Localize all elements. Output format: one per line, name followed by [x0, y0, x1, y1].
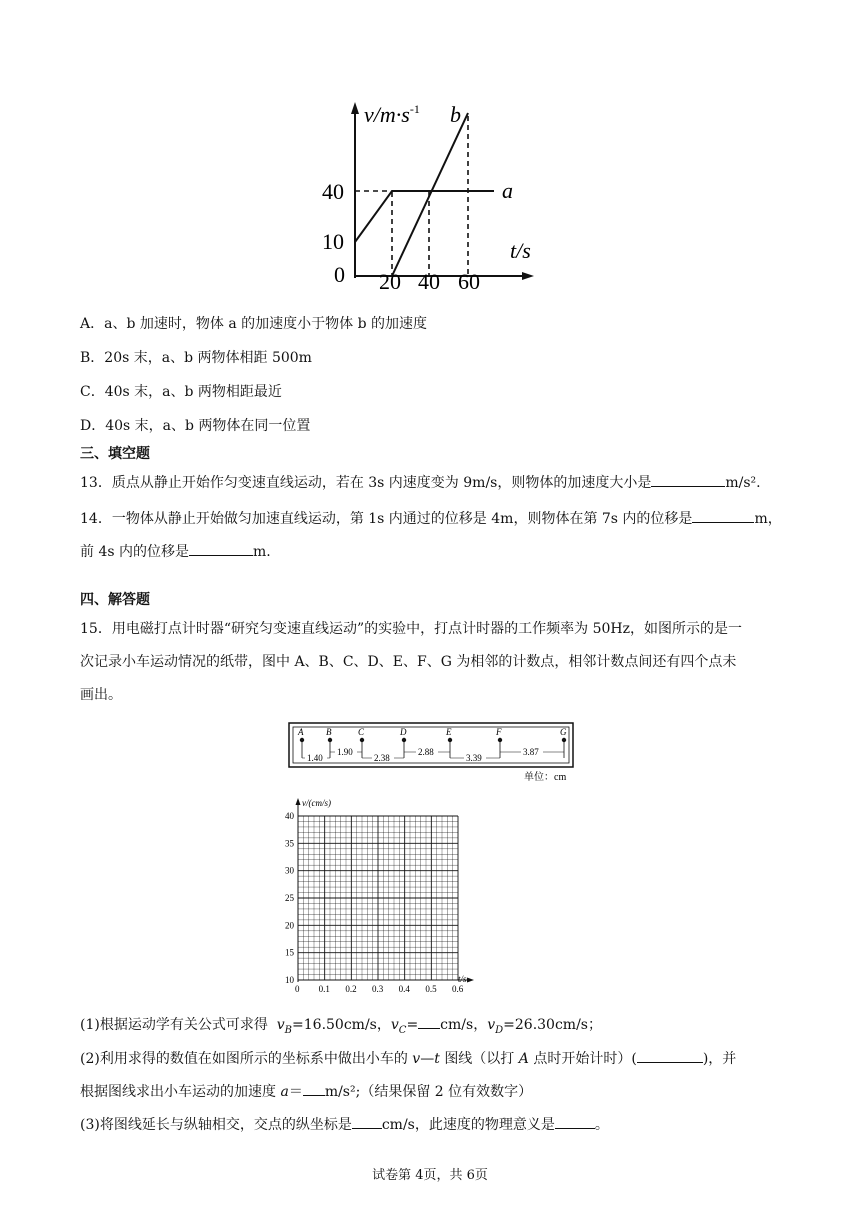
origin-label: 0	[334, 262, 345, 287]
option-c: C．40s 末，a、b 两物相距最近	[80, 384, 282, 400]
tape-point-label: E	[446, 727, 452, 737]
grid-x-tick: 0.3	[372, 984, 384, 994]
question-13	[80, 472, 761, 493]
q14-text: 14．一物体从静止开始做匀加速直线运动，第 1s 内通过的位移是 4m，则物体在第 7s 内的位移是	[80, 511, 693, 527]
label-a: a	[502, 178, 513, 203]
tape-point-label: G	[560, 727, 567, 737]
tape-point-A	[300, 738, 304, 742]
grid-chart	[276, 796, 482, 996]
option-d: D．40s 末，a、b 两物体在同一位置	[80, 418, 311, 434]
question-14-line2	[80, 541, 271, 562]
meaning-answer-blank[interactable]	[555, 1114, 595, 1129]
tape-point-G	[562, 738, 566, 742]
q14-unit-2: m.	[253, 544, 271, 560]
q15-p2-line2-b: m/s²;（结果保留 2 位有效数字）	[324, 1084, 533, 1100]
grid-x-tick: 0.5	[425, 984, 437, 994]
grid-y-tick: 10	[285, 975, 294, 985]
line-a	[355, 191, 494, 242]
q15-part2-line2: 根据图线求出小车运动的加速度 a＝ m/s²;（结果保留 2 位有效数字）	[80, 1081, 532, 1102]
q15-part3	[80, 1114, 609, 1135]
y-tick-10: 10	[322, 229, 344, 254]
q15-p1-vd: =26.30cm/s；	[503, 1017, 602, 1033]
q15-p1-vb: =16.50cm/s，	[292, 1017, 391, 1033]
tape-point-label: C	[358, 727, 365, 737]
x-tick-20: 20	[379, 269, 401, 292]
grid-x-tick: 0.4	[398, 984, 410, 994]
tape-point-label: B	[326, 727, 332, 737]
intercept-answer-blank[interactable]	[352, 1114, 382, 1129]
tape-point-E	[448, 738, 452, 742]
q14-unit-1: m，	[754, 511, 782, 527]
tape-distance: 2.88	[418, 747, 434, 757]
y-tick-40: 40	[322, 179, 344, 204]
vt-graph	[318, 96, 548, 292]
q15-p3-a: (3)将图线延长与纵轴相交，交点的纵坐标是	[80, 1117, 352, 1133]
q14-text-2: 前 4s 内的位移是	[80, 544, 189, 560]
grid-y-tick: 40	[285, 811, 294, 821]
q13-text: 13．质点从静止开始作匀变速直线运动，若在 3s 内速度变为 9m/s，则物体的加速度大小是	[80, 475, 652, 491]
q13-answer-blank[interactable]	[651, 472, 725, 487]
tape-point-D	[402, 738, 406, 742]
y-axis-label: $v/m\cdot s^{-1}$	[364, 102, 420, 127]
tape-distance: 3.87	[523, 747, 539, 757]
option-b: B．20s 末，a、b 两物体相距 500m	[80, 350, 312, 366]
q15-line1: 15．用电磁打点计时器“研究匀变速直线运动”的实验中，打点计时器的工作频率为 50Hz，如图所示的是一	[80, 621, 742, 637]
grid-y-tick: 15	[285, 947, 294, 958]
question-14-line1	[80, 508, 782, 529]
x-tick-40: 40	[418, 269, 440, 292]
q15-p2-d: )，并	[702, 1051, 737, 1067]
grid-y-label: v/(cm/s)	[302, 798, 331, 808]
acceleration-answer-blank[interactable]	[303, 1081, 325, 1096]
graph-answer-blank[interactable]	[637, 1048, 703, 1063]
grid-y-tick: 30	[285, 865, 294, 876]
tape-point-C	[360, 738, 364, 742]
grid-x-tick: 0.2	[345, 984, 357, 994]
q15-p3-c: 。	[594, 1117, 609, 1133]
y-axis-arrow	[351, 102, 359, 114]
label-b: b	[450, 102, 461, 127]
tape-point-label: D	[400, 727, 407, 737]
q15-p1-vc-unit: cm/s，	[440, 1017, 488, 1033]
q14-answer-blank-2[interactable]	[189, 541, 253, 556]
page-footer: 试卷第 4页，共 6页	[372, 1168, 488, 1183]
tape-distance: 1.40	[307, 753, 323, 763]
grid-y-tick: 35	[285, 838, 294, 849]
tape-point-B	[328, 738, 332, 742]
q15-line3: 画出。	[80, 687, 122, 703]
q15-p2-line2-a: 根据图线求出小车运动的加速度	[80, 1084, 276, 1100]
vc-answer-blank[interactable]	[418, 1014, 440, 1029]
q15-part2-line1: (2)利用求得的数值在如图所示的坐标系中做出小车的 v—t 图线（以打 A 点时开始计时）( )，并	[80, 1048, 736, 1069]
tape-point-label: A	[298, 727, 304, 737]
q15-p1-vc: =	[406, 1017, 419, 1033]
option-a: A．a、b 加速时，物体 a 的加速度小于物体 b 的加速度	[80, 316, 427, 332]
x-axis-arrow	[522, 272, 534, 280]
q13-unit: m/s².	[725, 475, 761, 491]
tape-unit: 单位：cm	[524, 772, 567, 783]
paper-tape	[288, 722, 578, 786]
section-4-title: 四、解答题	[80, 592, 150, 608]
q15-p1-prefix: (1)根据运动学有关公式可求得	[80, 1017, 268, 1033]
q15-line2: 次记录小车运动情况的纸带，图中 A、B、C、D、E、F、G 为相邻的计数点，相邻计数点间还有四个点未	[80, 654, 737, 670]
q14-answer-blank-1[interactable]	[692, 508, 754, 523]
grid-y-tick: 25	[285, 893, 294, 903]
x-axis-label: t/s	[510, 238, 531, 263]
grid-x-tick: 0	[295, 984, 300, 994]
grid-y-tick: 20	[285, 920, 294, 931]
tape-point-F	[498, 738, 502, 742]
q15-p3-b: cm/s，此速度的物理意义是	[381, 1117, 555, 1133]
grid-x-label: t/s	[458, 974, 467, 984]
q15-p2-b: 图线（以打	[444, 1051, 515, 1067]
x-tick-60: 60	[458, 269, 480, 292]
tape-distance: 3.39	[466, 753, 482, 763]
section-3-title: 三、填空题	[80, 446, 150, 462]
grid-x-tick: 0.1	[318, 984, 330, 994]
line-b	[392, 113, 468, 276]
q15-p2-a: (2)利用求得的数值在如图所示的坐标系中做出小车的	[80, 1051, 408, 1067]
tape-distance: 1.90	[337, 747, 353, 757]
grid-x-tick: 0.6	[452, 984, 464, 994]
q15-part1: (1)根据运动学有关公式可求得 $v_B=16.50cm/s$，$v_C= cm/s$，$v_D=26.30cm/s$；	[80, 1014, 602, 1041]
tape-distance: 2.38	[374, 753, 390, 763]
tape-point-label: F	[496, 727, 502, 737]
q15-p2-c: 点时开始计时）(	[533, 1051, 637, 1067]
